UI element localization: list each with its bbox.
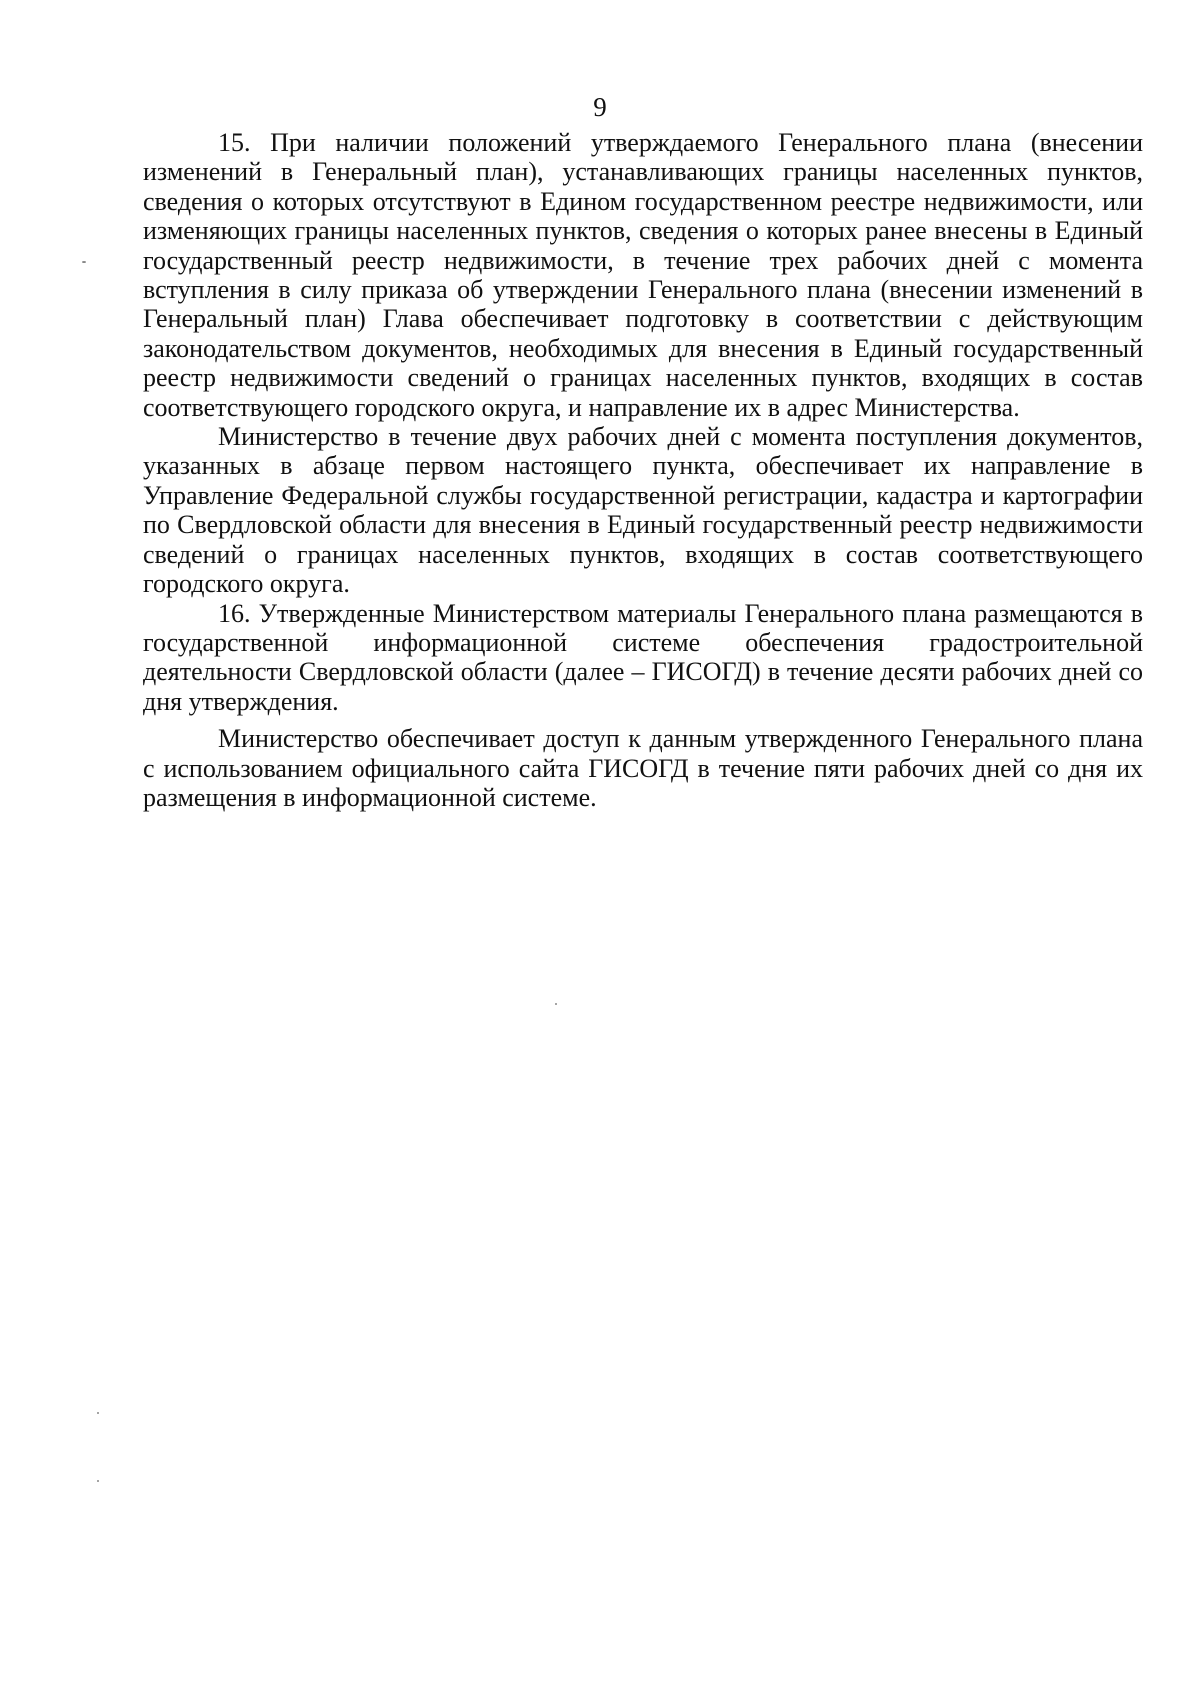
document-body bbox=[143, 128, 1143, 812]
scan-speck bbox=[97, 1480, 99, 1482]
page-number: 9 bbox=[593, 92, 607, 122]
paragraph-ministry-forwarding: Министерство в течение двух рабочих дней с момента поступления документов, указанных в абзаце первом настоящего пункта, обеспечивает их направление в Управление Федеральной службы государственной регистрации, кадастра и картографии по Свердловской области для внесения в Единый государственный реестр недвижимости сведений о границах населенных пунктов, входящих в состав соответствующего городского округа. bbox=[143, 422, 1143, 599]
scan-speck bbox=[555, 1003, 557, 1005]
paragraph-15: 15. При наличии положений утверждаемого Генерального плана (внесении изменений в Генеральный план), устанавливающих границы населенных пунктов, сведения о которых отсутствуют в Едином государственном реестре недвижимости, или изменяющих границы населенных пунктов, сведения о которых ранее внесены в Единый государственный реестр недвижимости, в течение трех рабочих дней с момента вступления в силу приказа об утверждении Генерального плана (внесении изменений в Генеральный план) Глава обеспечивает подготовку в соответствии с действующим законодательством документов, необходимых для внесения в Единый государственный реестр недвижимости сведений о границах населенных пунктов, входящих в состав соответствующего городского округа, и направление их в адрес Министерства. bbox=[143, 128, 1143, 422]
scan-speck bbox=[97, 1412, 99, 1414]
paragraph-16: 16. Утвержденные Министерством материалы Генерального плана размещаются в государственной информационной системе обеспечения градостроительной деятельности Свердловской области (далее – ГИСОГД) в течение десяти рабочих дней со дня утверждения. bbox=[143, 598, 1143, 716]
paragraph-ministry-access: Министерство обеспечивает доступ к данным утвержденного Генерального плана с использованием официального сайта ГИСОГД в течение пяти рабочих дней со дня их размещения в информационной системе. bbox=[143, 724, 1143, 812]
scan-speck bbox=[82, 261, 86, 263]
